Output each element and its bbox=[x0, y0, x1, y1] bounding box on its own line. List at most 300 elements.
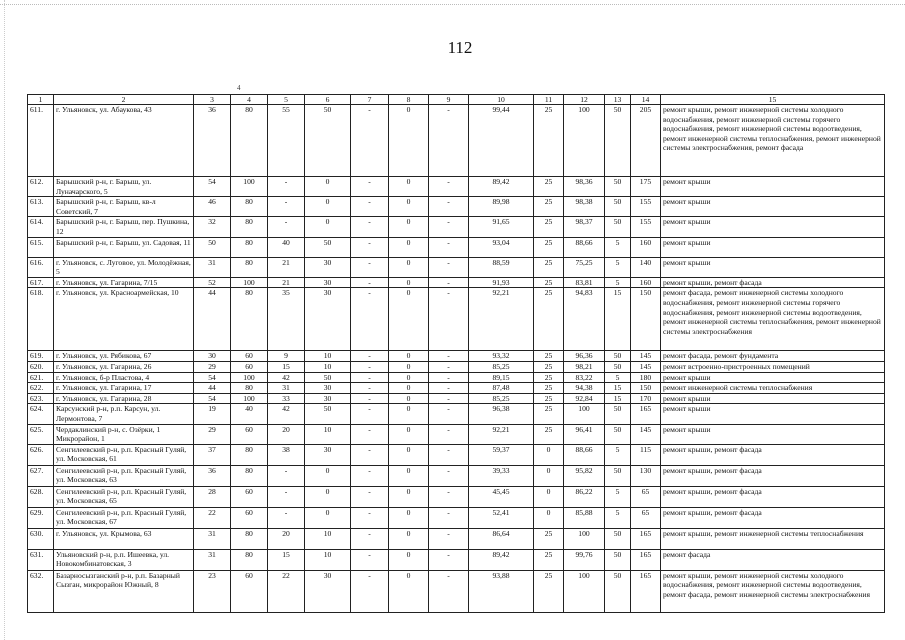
value-cell: - bbox=[351, 237, 389, 257]
value-cell: 87,48 bbox=[469, 383, 534, 394]
row-number-cell: 622. bbox=[28, 383, 54, 394]
value-cell: 165 bbox=[631, 549, 661, 570]
value-cell: - bbox=[429, 277, 469, 288]
value-cell: 95,82 bbox=[564, 465, 605, 486]
works-cell: ремонт фасада bbox=[661, 549, 885, 570]
value-cell: 15 bbox=[268, 549, 305, 570]
value-cell: 170 bbox=[631, 393, 661, 404]
value-cell: 10 bbox=[305, 424, 351, 444]
value-cell: 30 bbox=[305, 257, 351, 277]
works-cell: ремонт фасада, ремонт фундамента bbox=[661, 351, 885, 362]
value-cell: - bbox=[351, 177, 389, 197]
column-header-15: 15 bbox=[661, 95, 885, 105]
value-cell: - bbox=[429, 288, 469, 351]
row-number-cell: 625. bbox=[28, 424, 54, 444]
value-cell: 0 bbox=[389, 465, 429, 486]
value-cell: 54 bbox=[194, 177, 231, 197]
value-cell: 80 bbox=[231, 217, 268, 237]
value-cell: - bbox=[429, 217, 469, 237]
value-cell: 30 bbox=[305, 570, 351, 612]
value-cell: - bbox=[351, 549, 389, 570]
value-cell: 22 bbox=[194, 507, 231, 528]
value-cell: - bbox=[268, 465, 305, 486]
value-cell: - bbox=[351, 444, 389, 465]
value-cell: 25 bbox=[534, 288, 564, 351]
value-cell: 37 bbox=[194, 444, 231, 465]
value-cell: 0 bbox=[534, 507, 564, 528]
works-cell: ремонт крыши, ремонт фасада bbox=[661, 444, 885, 465]
works-cell: ремонт крыши, ремонт инженерной системы теплоснабжения bbox=[661, 528, 885, 549]
table-body bbox=[28, 105, 885, 613]
value-cell: 60 bbox=[231, 361, 268, 372]
value-cell: 22 bbox=[268, 570, 305, 612]
value-cell: 42 bbox=[268, 404, 305, 424]
value-cell: 180 bbox=[631, 372, 661, 383]
value-cell: 15 bbox=[605, 288, 631, 351]
works-cell: ремонт крыши, ремонт фасада bbox=[661, 277, 885, 288]
value-cell: 32 bbox=[194, 217, 231, 237]
value-cell: 65 bbox=[631, 486, 661, 507]
value-cell: 29 bbox=[194, 424, 231, 444]
row-number-cell: 615. bbox=[28, 237, 54, 257]
value-cell: 130 bbox=[631, 465, 661, 486]
table-row bbox=[28, 383, 885, 394]
value-cell: 0 bbox=[305, 197, 351, 217]
address-cell: г. Ульяновск, ул. Абаукова, 43 bbox=[54, 105, 194, 177]
value-cell: 31 bbox=[268, 383, 305, 394]
value-cell: 0 bbox=[389, 383, 429, 394]
row-number-cell: 629. bbox=[28, 507, 54, 528]
value-cell: 0 bbox=[389, 444, 429, 465]
value-cell: 0 bbox=[389, 549, 429, 570]
value-cell: 25 bbox=[534, 237, 564, 257]
value-cell: - bbox=[351, 570, 389, 612]
column-header-9: 9 bbox=[429, 95, 469, 105]
value-cell: - bbox=[429, 528, 469, 549]
value-cell: 5 bbox=[605, 372, 631, 383]
value-cell: 25 bbox=[534, 549, 564, 570]
value-cell: 94,38 bbox=[564, 383, 605, 394]
value-cell: 28 bbox=[194, 486, 231, 507]
value-cell: 100 bbox=[564, 528, 605, 549]
column-header-3: 3 bbox=[194, 95, 231, 105]
value-cell: - bbox=[429, 257, 469, 277]
value-cell: 83,81 bbox=[564, 277, 605, 288]
value-cell: 10 bbox=[305, 361, 351, 372]
value-cell: 0 bbox=[389, 217, 429, 237]
value-cell: 5 bbox=[605, 257, 631, 277]
value-cell: 80 bbox=[231, 465, 268, 486]
column-header-1: 1 bbox=[28, 95, 54, 105]
value-cell: - bbox=[429, 465, 469, 486]
value-cell: 85,88 bbox=[564, 507, 605, 528]
value-cell: - bbox=[351, 257, 389, 277]
row-number-cell: 631. bbox=[28, 549, 54, 570]
value-cell: 50 bbox=[605, 351, 631, 362]
row-number-cell: 624. bbox=[28, 404, 54, 424]
value-cell: 99,76 bbox=[564, 549, 605, 570]
value-cell: - bbox=[429, 197, 469, 217]
value-cell: - bbox=[429, 351, 469, 362]
value-cell: 140 bbox=[631, 257, 661, 277]
value-cell: 0 bbox=[305, 177, 351, 197]
works-cell: ремонт крыши bbox=[661, 197, 885, 217]
value-cell: 0 bbox=[389, 507, 429, 528]
table-row bbox=[28, 444, 885, 465]
address-cell: Ульяновский р-н, р.п. Ишеевка, ул. Новокомбинатовская, 3 bbox=[54, 549, 194, 570]
value-cell: 0 bbox=[389, 393, 429, 404]
value-cell: 44 bbox=[194, 383, 231, 394]
works-cell: ремонт крыши bbox=[661, 424, 885, 444]
value-cell: 0 bbox=[389, 361, 429, 372]
address-cell: Базарносызганский р-н, р.п. Базарный Сызган, микрорайон Южный, 8 bbox=[54, 570, 194, 612]
stray-mark: 4 bbox=[237, 84, 241, 92]
address-cell: Сенгилеевский р-н, р.п. Красный Гуляй, ул. Московская, 67 bbox=[54, 507, 194, 528]
value-cell: 0 bbox=[389, 404, 429, 424]
value-cell: 20 bbox=[268, 424, 305, 444]
value-cell: 36 bbox=[194, 105, 231, 177]
address-cell: г. Ульяновск, б-р Пластова, 4 bbox=[54, 372, 194, 383]
column-header-8: 8 bbox=[389, 95, 429, 105]
value-cell: 25 bbox=[534, 372, 564, 383]
value-cell: 54 bbox=[194, 393, 231, 404]
table-row bbox=[28, 549, 885, 570]
value-cell: 100 bbox=[564, 570, 605, 612]
value-cell: - bbox=[429, 393, 469, 404]
address-cell: г. Ульяновск, ул. Гагарина, 28 bbox=[54, 393, 194, 404]
value-cell: - bbox=[351, 393, 389, 404]
value-cell: 35 bbox=[268, 288, 305, 351]
value-cell: 85,25 bbox=[469, 361, 534, 372]
row-number-cell: 632. bbox=[28, 570, 54, 612]
column-header-12: 12 bbox=[564, 95, 605, 105]
value-cell: - bbox=[429, 507, 469, 528]
value-cell: - bbox=[351, 351, 389, 362]
value-cell: 30 bbox=[305, 277, 351, 288]
value-cell: 88,59 bbox=[469, 257, 534, 277]
value-cell: 0 bbox=[305, 465, 351, 486]
value-cell: - bbox=[351, 383, 389, 394]
value-cell: - bbox=[429, 361, 469, 372]
value-cell: 165 bbox=[631, 570, 661, 612]
row-number-cell: 611. bbox=[28, 105, 54, 177]
value-cell: 33 bbox=[268, 393, 305, 404]
value-cell: 31 bbox=[194, 549, 231, 570]
value-cell: 80 bbox=[231, 237, 268, 257]
address-cell: г. Ульяновск, ул. Гагарина, 26 bbox=[54, 361, 194, 372]
value-cell: 100 bbox=[564, 105, 605, 177]
value-cell: 5 bbox=[605, 507, 631, 528]
value-cell: 25 bbox=[534, 277, 564, 288]
value-cell: 0 bbox=[534, 444, 564, 465]
value-cell: - bbox=[351, 277, 389, 288]
value-cell: - bbox=[351, 465, 389, 486]
value-cell: 30 bbox=[194, 351, 231, 362]
row-number-cell: 614. bbox=[28, 217, 54, 237]
value-cell: 50 bbox=[305, 404, 351, 424]
address-cell: г. Ульяновск, ул. Гагарина, 17 bbox=[54, 383, 194, 394]
value-cell: 5 bbox=[605, 277, 631, 288]
value-cell: - bbox=[351, 105, 389, 177]
table-row bbox=[28, 361, 885, 372]
value-cell: 86,64 bbox=[469, 528, 534, 549]
value-cell: 0 bbox=[389, 351, 429, 362]
address-cell: г. Ульяновск, ул. Рябикова, 67 bbox=[54, 351, 194, 362]
row-number-cell: 627. bbox=[28, 465, 54, 486]
value-cell: 93,04 bbox=[469, 237, 534, 257]
value-cell: 60 bbox=[231, 507, 268, 528]
value-cell: 205 bbox=[631, 105, 661, 177]
value-cell: 10 bbox=[305, 528, 351, 549]
value-cell: 98,37 bbox=[564, 217, 605, 237]
value-cell: 89,98 bbox=[469, 197, 534, 217]
value-cell: 60 bbox=[231, 486, 268, 507]
value-cell: 92,21 bbox=[469, 424, 534, 444]
value-cell: 30 bbox=[305, 444, 351, 465]
value-cell: 88,66 bbox=[564, 237, 605, 257]
value-cell: - bbox=[268, 177, 305, 197]
table-row bbox=[28, 570, 885, 612]
works-cell: ремонт крыши bbox=[661, 257, 885, 277]
value-cell: 50 bbox=[305, 105, 351, 177]
address-cell: г. Ульяновск, ул. Гагарина, 7/15 bbox=[54, 277, 194, 288]
value-cell: 59,37 bbox=[469, 444, 534, 465]
address-cell: Барышский р-н, г. Барыш, пер. Пушкина, 12 bbox=[54, 217, 194, 237]
table-row bbox=[28, 404, 885, 424]
column-header-14: 14 bbox=[631, 95, 661, 105]
value-cell: 50 bbox=[605, 197, 631, 217]
row-number-cell: 621. bbox=[28, 372, 54, 383]
value-cell: 25 bbox=[534, 257, 564, 277]
value-cell: - bbox=[429, 237, 469, 257]
value-cell: 52,41 bbox=[469, 507, 534, 528]
page-number: 112 bbox=[447, 38, 473, 57]
value-cell: 145 bbox=[631, 351, 661, 362]
works-cell: ремонт крыши bbox=[661, 372, 885, 383]
value-cell: 98,21 bbox=[564, 361, 605, 372]
value-cell: 92,84 bbox=[564, 393, 605, 404]
value-cell: - bbox=[429, 177, 469, 197]
value-cell: 100 bbox=[231, 277, 268, 288]
value-cell: 0 bbox=[534, 486, 564, 507]
value-cell: 46 bbox=[194, 197, 231, 217]
value-cell: 15 bbox=[268, 361, 305, 372]
value-cell: 52 bbox=[194, 277, 231, 288]
value-cell: 0 bbox=[389, 424, 429, 444]
value-cell: 80 bbox=[231, 528, 268, 549]
value-cell: 100 bbox=[564, 404, 605, 424]
value-cell: 91,93 bbox=[469, 277, 534, 288]
value-cell: 92,21 bbox=[469, 288, 534, 351]
value-cell: - bbox=[351, 288, 389, 351]
value-cell: 86,22 bbox=[564, 486, 605, 507]
value-cell: 160 bbox=[631, 237, 661, 257]
value-cell: 60 bbox=[231, 570, 268, 612]
row-number-cell: 630. bbox=[28, 528, 54, 549]
value-cell: - bbox=[429, 444, 469, 465]
value-cell: 50 bbox=[305, 372, 351, 383]
value-cell: 99,44 bbox=[469, 105, 534, 177]
value-cell: 25 bbox=[534, 383, 564, 394]
table-row bbox=[28, 372, 885, 383]
value-cell: 0 bbox=[389, 528, 429, 549]
table-row bbox=[28, 257, 885, 277]
value-cell: 160 bbox=[631, 277, 661, 288]
value-cell: 29 bbox=[194, 361, 231, 372]
value-cell: 42 bbox=[268, 372, 305, 383]
table-row bbox=[28, 351, 885, 362]
value-cell: 150 bbox=[631, 383, 661, 394]
value-cell: - bbox=[351, 528, 389, 549]
value-cell: 25 bbox=[534, 105, 564, 177]
works-cell: ремонт встроенно-пристроенных помещений bbox=[661, 361, 885, 372]
address-cell: Чердаклинский р-н, с. Озёрки, 1 Микрорайон, 1 bbox=[54, 424, 194, 444]
works-cell: ремонт крыши, ремонт инженерной системы холодного водоснабжения, ремонт инженерной системы водоотведения, ремонт фасада, ремонт инженерной системы электроснабжения bbox=[661, 570, 885, 612]
value-cell: 25 bbox=[534, 217, 564, 237]
value-cell: 100 bbox=[231, 393, 268, 404]
value-cell: 115 bbox=[631, 444, 661, 465]
value-cell: 25 bbox=[534, 361, 564, 372]
column-header-5: 5 bbox=[268, 95, 305, 105]
value-cell: - bbox=[268, 507, 305, 528]
value-cell: 89,15 bbox=[469, 372, 534, 383]
value-cell: 60 bbox=[231, 424, 268, 444]
value-cell: 85,25 bbox=[469, 393, 534, 404]
address-cell: Барышский р-н, г. Барыш, ул. Садовая, 11 bbox=[54, 237, 194, 257]
value-cell: 65 bbox=[631, 507, 661, 528]
value-cell: 40 bbox=[231, 404, 268, 424]
value-cell: - bbox=[429, 372, 469, 383]
header-row bbox=[28, 95, 885, 105]
works-cell: ремонт крыши, ремонт фасада bbox=[661, 507, 885, 528]
value-cell: 30 bbox=[305, 393, 351, 404]
value-cell: 0 bbox=[389, 277, 429, 288]
value-cell: 50 bbox=[194, 237, 231, 257]
value-cell: 31 bbox=[194, 528, 231, 549]
value-cell: - bbox=[268, 217, 305, 237]
value-cell: 50 bbox=[605, 404, 631, 424]
value-cell: 75,25 bbox=[564, 257, 605, 277]
value-cell: 25 bbox=[534, 197, 564, 217]
column-header-10: 10 bbox=[469, 95, 534, 105]
value-cell: - bbox=[351, 486, 389, 507]
table-row bbox=[28, 237, 885, 257]
value-cell: 25 bbox=[534, 404, 564, 424]
address-cell: Сенгилеевский р-н, р.п. Красный Гуляй, ул. Московская, 65 bbox=[54, 486, 194, 507]
row-number-cell: 618. bbox=[28, 288, 54, 351]
value-cell: 0 bbox=[389, 257, 429, 277]
value-cell: 155 bbox=[631, 197, 661, 217]
value-cell: 98,38 bbox=[564, 197, 605, 217]
value-cell: 50 bbox=[605, 570, 631, 612]
value-cell: 89,42 bbox=[469, 177, 534, 197]
value-cell: 0 bbox=[305, 486, 351, 507]
value-cell: 44 bbox=[194, 288, 231, 351]
value-cell: 30 bbox=[305, 288, 351, 351]
value-cell: 40 bbox=[268, 237, 305, 257]
value-cell: - bbox=[351, 507, 389, 528]
works-cell: ремонт крыши, ремонт фасада bbox=[661, 486, 885, 507]
value-cell: 88,66 bbox=[564, 444, 605, 465]
value-cell: 30 bbox=[305, 383, 351, 394]
value-cell: 20 bbox=[268, 528, 305, 549]
value-cell: 5 bbox=[605, 444, 631, 465]
value-cell: 25 bbox=[534, 393, 564, 404]
value-cell: 25 bbox=[534, 424, 564, 444]
row-number-cell: 628. bbox=[28, 486, 54, 507]
value-cell: 91,65 bbox=[469, 217, 534, 237]
value-cell: - bbox=[429, 424, 469, 444]
value-cell: - bbox=[351, 404, 389, 424]
value-cell: 31 bbox=[194, 257, 231, 277]
value-cell: 0 bbox=[534, 465, 564, 486]
value-cell: 80 bbox=[231, 549, 268, 570]
value-cell: - bbox=[429, 570, 469, 612]
building-repair-table bbox=[27, 94, 885, 613]
row-number-cell: 626. bbox=[28, 444, 54, 465]
value-cell: 100 bbox=[231, 177, 268, 197]
value-cell: 25 bbox=[534, 177, 564, 197]
value-cell: 0 bbox=[389, 486, 429, 507]
address-cell: Сенгилеевский р-н, р.п. Красный Гуляй, ул. Московская, 63 bbox=[54, 465, 194, 486]
value-cell: - bbox=[429, 486, 469, 507]
value-cell: 50 bbox=[605, 361, 631, 372]
row-number-cell: 613. bbox=[28, 197, 54, 217]
value-cell: 50 bbox=[605, 177, 631, 197]
table-row bbox=[28, 177, 885, 197]
address-cell: Барышский р-н, г. Барыш, кв-л Советский, 7 bbox=[54, 197, 194, 217]
value-cell: 50 bbox=[605, 217, 631, 237]
value-cell: 0 bbox=[305, 217, 351, 237]
works-cell: ремонт крыши, ремонт инженерной системы холодного водоснабжения, ремонт инженерной системы горячего водоснабжения, ремонт инженерной системы водоотведения, ремонт инженерной системы теплоснабжения, ремонт инженерной системы электроснабжения, ремонт фасада bbox=[661, 105, 885, 177]
value-cell: 96,36 bbox=[564, 351, 605, 362]
row-number-cell: 617. bbox=[28, 277, 54, 288]
value-cell: 55 bbox=[268, 105, 305, 177]
value-cell: - bbox=[268, 486, 305, 507]
value-cell: 60 bbox=[231, 351, 268, 362]
value-cell: 80 bbox=[231, 444, 268, 465]
value-cell: 21 bbox=[268, 277, 305, 288]
column-header-11: 11 bbox=[534, 95, 564, 105]
value-cell: 98,36 bbox=[564, 177, 605, 197]
value-cell: - bbox=[429, 105, 469, 177]
row-number-cell: 616. bbox=[28, 257, 54, 277]
column-header-2: 2 bbox=[54, 95, 194, 105]
value-cell: - bbox=[351, 197, 389, 217]
value-cell: - bbox=[429, 549, 469, 570]
binding-edge-dots bbox=[4, 0, 7, 640]
value-cell: 165 bbox=[631, 528, 661, 549]
value-cell: 19 bbox=[194, 404, 231, 424]
address-cell: г. Ульяновск, с. Луговое, ул. Молодёжная, 5 bbox=[54, 257, 194, 277]
value-cell: 50 bbox=[305, 237, 351, 257]
value-cell: 94,83 bbox=[564, 288, 605, 351]
works-cell: ремонт крыши bbox=[661, 217, 885, 237]
address-cell: Карсунский р-н, р.п. Карсун, ул. Лермонтова, 7 bbox=[54, 404, 194, 424]
value-cell: 21 bbox=[268, 257, 305, 277]
works-cell: ремонт крыши bbox=[661, 404, 885, 424]
value-cell: - bbox=[429, 404, 469, 424]
value-cell: 0 bbox=[389, 288, 429, 351]
row-number-cell: 620. bbox=[28, 361, 54, 372]
address-cell: г. Ульяновск, ул. Крымова, 63 bbox=[54, 528, 194, 549]
column-header-7: 7 bbox=[351, 95, 389, 105]
page-edge-dots bbox=[0, 4, 905, 7]
value-cell: 96,38 bbox=[469, 404, 534, 424]
value-cell: 0 bbox=[389, 237, 429, 257]
value-cell: 25 bbox=[534, 528, 564, 549]
row-number-cell: 612. bbox=[28, 177, 54, 197]
